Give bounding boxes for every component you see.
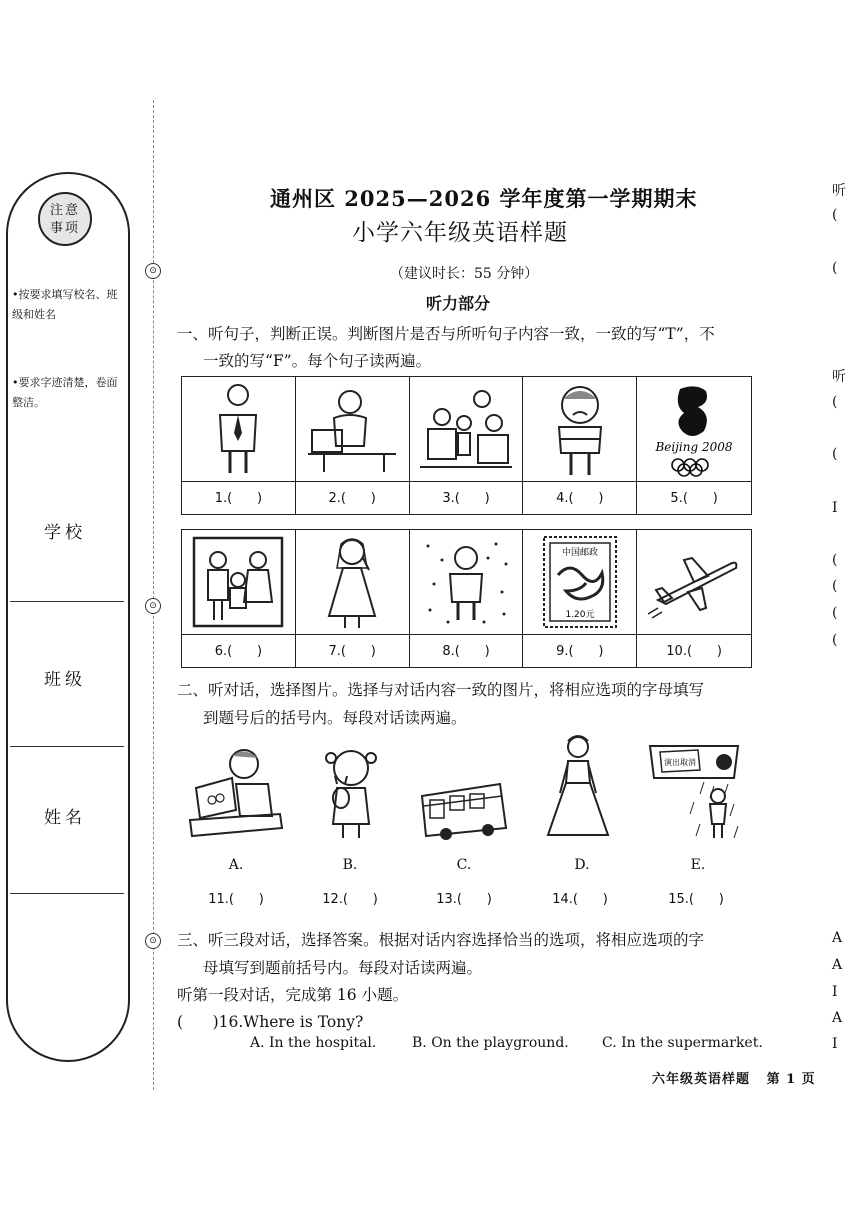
svg-text:1.20元: 1.20元 <box>565 610 595 620</box>
right-crop-text: 听 <box>832 183 846 199</box>
right-crop-text: 听 <box>832 369 846 385</box>
right-crop-text: I <box>832 984 838 1000</box>
picture-table-row1 <box>181 376 752 515</box>
right-crop-text: ( <box>832 446 838 462</box>
right-crop-text: ( <box>832 632 838 648</box>
part2-instruction-cont: 到题号后的括号内。每段对话读两遍。 <box>203 709 467 727</box>
option-c-label: C. <box>456 857 472 873</box>
dragon-stamp-icon <box>523 530 636 635</box>
q16-choice-c[interactable]: C. In the supermarket. <box>602 1035 763 1051</box>
field-name-label: 姓名 <box>44 808 86 828</box>
svg-text:演出取消: 演出取消 <box>664 758 696 767</box>
answer-11[interactable]: 11.( ) <box>208 892 264 907</box>
family-group-icon <box>410 377 523 482</box>
notice-badge <box>38 192 92 246</box>
picture-cell <box>182 377 296 514</box>
answer-6[interactable]: 6.( ) <box>214 643 263 659</box>
right-crop-text: A <box>832 1010 843 1026</box>
picture-cell <box>637 530 751 667</box>
answer-5[interactable]: 5.( ) <box>670 490 718 506</box>
right-crop-text: ( <box>832 578 838 594</box>
binding-hole-icon: ⊙ <box>145 933 161 949</box>
field-class-label: 班级 <box>44 670 86 690</box>
picture-table-row2 <box>181 529 752 668</box>
right-crop-text: A <box>832 930 843 946</box>
dialogue1-instruction: 听第一段对话，完成第 16 小题。 <box>177 986 409 1004</box>
part1-instruction-cont: 一致的写“F”。每个句子读两遍。 <box>203 352 432 370</box>
answer-2[interactable]: 2.( ) <box>328 490 376 506</box>
answer-1[interactable]: 1.( ) <box>214 490 263 506</box>
bus-icon <box>414 742 514 842</box>
picture-cell <box>296 530 410 667</box>
answer-13[interactable]: 13.( ) <box>436 892 492 907</box>
boy-reading-icon <box>186 742 286 842</box>
right-crop-text: I <box>832 500 838 516</box>
answer-10[interactable]: 10.( ) <box>666 643 722 659</box>
woman-in-gown-icon <box>528 736 628 836</box>
svg-text:中国邮政: 中国邮政 <box>561 548 598 558</box>
right-crop-text: ( <box>832 260 838 276</box>
option-e-label: E. <box>690 857 706 873</box>
option-b-label: B. <box>342 857 358 873</box>
right-crop-text: ( <box>832 552 838 568</box>
school-line <box>10 601 124 602</box>
picture-cell <box>296 377 410 514</box>
beijing-olympic-logo <box>637 377 751 482</box>
question-16[interactable]: ( )16.Where is Tony? <box>177 1013 364 1031</box>
picture-cell <box>410 530 524 667</box>
answer-12[interactable]: 12.( ) <box>322 892 378 907</box>
picture-cell <box>182 530 296 667</box>
right-crop-text: ( <box>832 394 838 410</box>
exam-title: 通州区 2025—2026 学年度第一学期期末 <box>270 186 698 211</box>
option-d-label: D. <box>574 857 590 873</box>
class-line <box>10 746 124 747</box>
girl-singing-icon <box>296 530 409 635</box>
page-footer: 六年级英语样题 第 1 页 <box>652 1072 816 1087</box>
answer-3[interactable]: 3.( ) <box>442 490 490 506</box>
part3-instruction: 三、听三段对话，选择答案。根据对话内容选择恰当的选项，将相应选项的字 <box>177 931 705 949</box>
name-line <box>10 893 124 894</box>
binding-hole-icon: ⊙ <box>145 263 161 279</box>
section-heading: 听力部分 <box>426 294 491 313</box>
right-crop-text: ( <box>832 207 838 223</box>
right-crop-text: ( <box>832 605 838 621</box>
airplane-icon <box>637 530 751 635</box>
picture-cell <box>523 377 637 514</box>
duration-note: （建议时长：55 分钟） <box>390 266 539 282</box>
q16-choice-a[interactable]: A. In the hospital. <box>250 1035 377 1051</box>
answer-14[interactable]: 14.( ) <box>552 892 608 907</box>
part3-instruction-cont: 母填写到题前括号内。每段对话读两遍。 <box>203 959 483 977</box>
answer-4[interactable]: 4.( ) <box>556 490 604 506</box>
right-crop-text: I <box>832 1036 838 1052</box>
field-school-label: 学校 <box>44 523 86 543</box>
answer-9[interactable]: 9.( ) <box>556 643 604 659</box>
picture-cell <box>637 377 751 514</box>
answer-15[interactable]: 15.( ) <box>668 892 724 907</box>
girl-snow-icon <box>410 530 523 635</box>
part2-instruction: 二、听对话，选择图片。选择与对话内容一致的图片，将相应选项的字母填写 <box>177 681 705 699</box>
q16-choice-b[interactable]: B. On the playground. <box>412 1035 569 1051</box>
sewing-woman-icon <box>296 377 409 482</box>
answer-8[interactable]: 8.( ) <box>442 643 490 659</box>
badge-line2: 事项 <box>49 221 80 236</box>
family-portrait-icon <box>182 530 295 635</box>
right-crop-text: A <box>832 957 843 973</box>
part1-instruction: 一、听句子，判断正误。判断图片是否与所听句子内容一致，一致的写“T”，不 <box>177 325 715 343</box>
note-fill-info: •按要求填写校名、班级和姓名 <box>12 288 118 321</box>
answer-7[interactable]: 7.( ) <box>328 643 376 659</box>
exam-subtitle: 小学六年级英语样题 <box>352 220 568 246</box>
note-neat-writing: •要求字迹清楚，卷面整洁。 <box>12 376 118 409</box>
binding-hole-icon: ⊙ <box>145 598 161 614</box>
picture-cell <box>523 530 637 667</box>
badge-line1: 注意 <box>49 203 80 218</box>
sad-boy-icon <box>523 377 636 482</box>
svg-text:Beijing 2008: Beijing 2008 <box>655 440 733 454</box>
man-icon <box>182 377 295 482</box>
picture-cell <box>410 377 524 514</box>
girl-with-bunny-icon <box>300 742 400 842</box>
rain-cancel-icon <box>644 742 744 842</box>
option-a-label: A. <box>228 857 244 873</box>
